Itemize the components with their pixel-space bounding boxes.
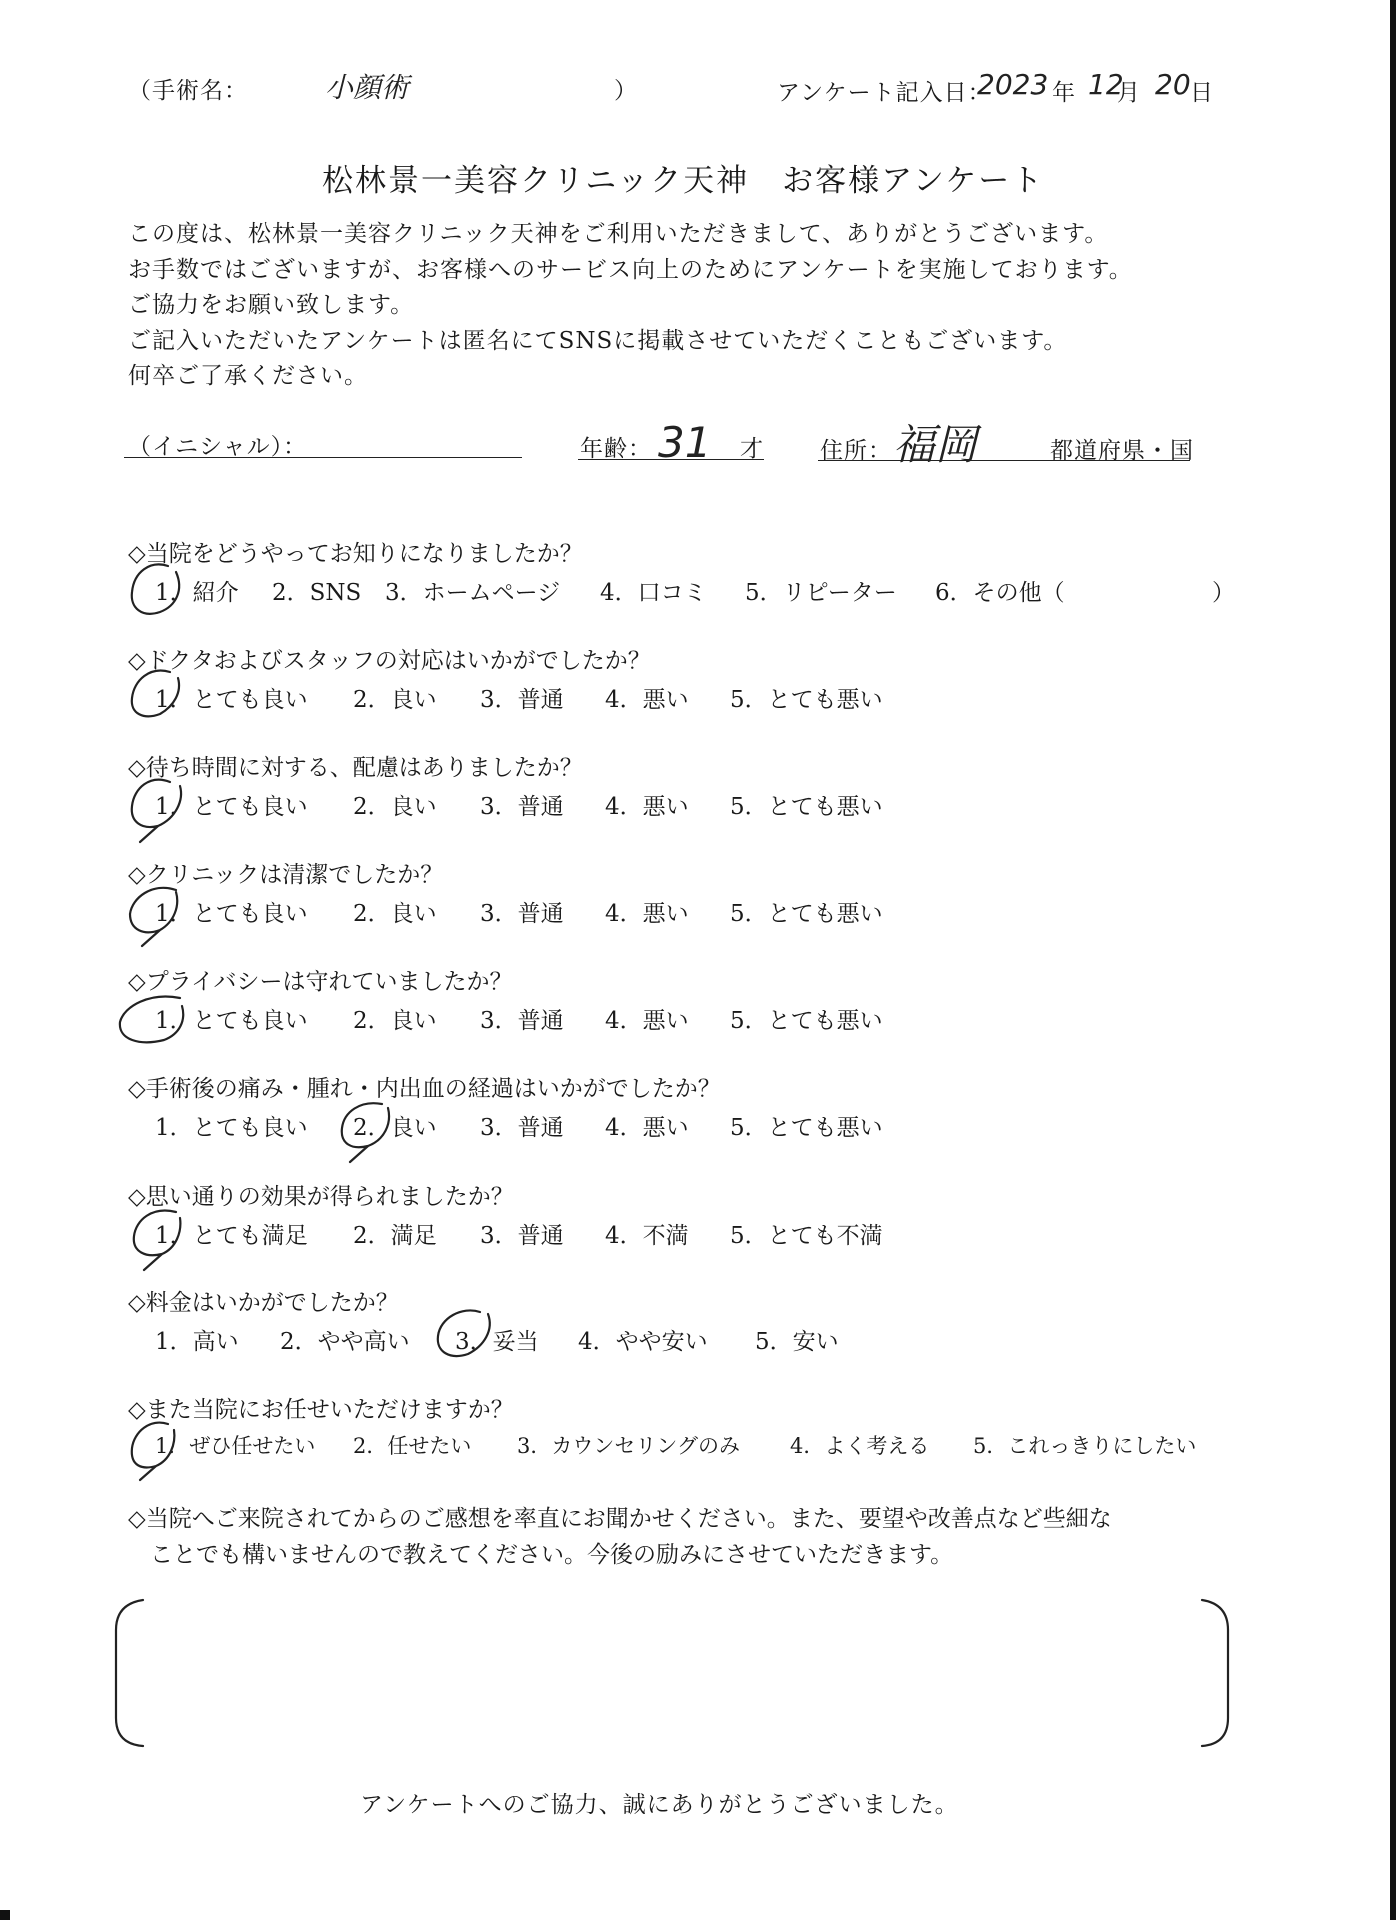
question-6: ◇手術後の痛み・腫れ・内出血の経過はいかがでしたか？ [128,1076,721,1102]
q4-option-4[interactable]: 4．悪い [605,901,689,927]
date-day-field[interactable]: 20 [1155,68,1191,101]
intro-line-1: この度は、松林景一美容クリニック天神をご利用いただきまして、ありがとうございます。 [128,221,1109,247]
date-label: アンケート記入日： [777,80,992,106]
q2-option-3[interactable]: 3．普通 [480,687,564,713]
age-unit: 才 [740,436,764,462]
q9-option-1[interactable]: 1．ぜひ任せたい [155,1434,316,1458]
q6-option-1[interactable]: 1．とても良い [155,1115,308,1141]
comment-prompt-line-2: ことでも構いませんので教えてください。今後の励みにさせていただきます。 [150,1542,954,1568]
comment-prompt-line-1: ◇当院へご来院されてからのご感想を率直にお聞かせください。また、要望や改善点など些細な [128,1506,1112,1532]
q3-selection-circle-icon [132,780,181,842]
q4-option-3[interactable]: 3．普通 [480,901,564,927]
question-4: ◇クリニックは清潔でしたか？ [128,862,444,888]
q9-option-3[interactable]: 3．カウンセリングのみ [517,1434,740,1458]
q7-option-2[interactable]: 2．満足 [353,1223,437,1249]
q8-option-5[interactable]: 5．安い [755,1329,839,1355]
q5-option-4[interactable]: 4．悪い [605,1008,689,1034]
question-1: ◇当院をどうやってお知りになりましたか？ [128,541,583,567]
q2-option-4[interactable]: 4．悪い [605,687,689,713]
q4-option-2[interactable]: 2．良い [353,901,437,927]
age-field[interactable]: 31 [658,418,712,467]
q6-option-3[interactable]: 3．普通 [480,1115,564,1141]
q8-option-4[interactable]: 4．やや安い [578,1329,708,1355]
q2-option-1[interactable]: 1．とても良い [155,687,308,713]
date-month-field[interactable]: 12 [1088,68,1124,101]
date-month-unit: 月 [1117,80,1141,106]
q9-option-2[interactable]: 2．任せたい [353,1434,472,1458]
q7-option-4[interactable]: 4．不満 [605,1223,689,1249]
q1-option-6[interactable]: 6．その他（ [935,580,1065,606]
question-3: ◇待ち時間に対する、配慮はありましたか？ [128,755,583,781]
q3-option-1[interactable]: 1．とても良い [155,794,308,820]
q2-selection-circle-icon [132,671,179,717]
q9-selection-circle-icon [132,1423,175,1480]
date-day-unit: 日 [1190,80,1214,106]
q7-option-3[interactable]: 3．普通 [480,1223,564,1249]
q9-option-5[interactable]: 5．これっきりにしたい [973,1434,1197,1458]
intro-line-2: お手数ではございますが、お客様へのサービス向上のためにアンケートを実施しております。 [128,257,1133,283]
q3-option-3[interactable]: 3．普通 [480,794,564,820]
q8-option-2[interactable]: 2．やや高い [280,1329,410,1355]
q6-option-4[interactable]: 4．悪い [605,1115,689,1141]
q1-selection-circle-icon [132,564,179,613]
q5-option-2[interactable]: 2．良い [353,1008,437,1034]
q8-option-3[interactable]: 3．妥当 [455,1329,539,1355]
question-7: ◇思い通りの効果が得られましたか？ [128,1184,514,1210]
q1-option-6-close: ） [1212,580,1235,606]
q1-option-5[interactable]: 5．リピーター [745,580,897,606]
address-field[interactable]: 福岡 [893,420,978,469]
q5-option-1[interactable]: 1．とても良い [155,1008,308,1034]
q6-option-2[interactable]: 2．良い [353,1115,437,1141]
date-year-field[interactable]: 2023 [977,68,1049,101]
q8-selection-circle-icon [438,1310,490,1356]
q3-option-2[interactable]: 2．良い [353,794,437,820]
question-5: ◇プライバシーは守れていましたか？ [128,969,513,995]
q5-option-3[interactable]: 3．普通 [480,1008,564,1034]
surgery-name-field[interactable]: 小顔術 [325,71,410,104]
q2-option-5[interactable]: 5．とても悪い [730,687,883,713]
q1-option-2[interactable]: 2．SNS [272,580,362,606]
question-2: ◇ドクタおよびスタッフの対応はいかがでしたか？ [128,648,651,674]
q3-option-4[interactable]: 4．悪い [605,794,689,820]
q1-option-4[interactable]: 4．口コミ [600,580,707,606]
q7-option-1[interactable]: 1．とても満足 [155,1223,308,1249]
q3-option-5[interactable]: 5．とても悪い [730,794,883,820]
q5-selection-circle-icon [120,997,183,1043]
q4-option-5[interactable]: 5．とても悪い [730,901,883,927]
q7-selection-circle-icon [134,1211,181,1270]
age-label: 年齢： [580,436,652,462]
q2-option-2[interactable]: 2．良い [353,687,437,713]
q4-selection-circle-icon [130,888,177,946]
intro-line-5: 何卒ご了承ください。 [128,363,368,389]
surgery-close-paren: ） [614,78,638,104]
comment-bracket-left [116,1600,143,1746]
date-year-unit: 年 [1052,80,1076,106]
address-label: 住所： [820,438,892,464]
comment-bracket-right [1202,1600,1228,1746]
surgery-label: （手術名： [128,78,248,104]
q7-option-5[interactable]: 5．とても不満 [730,1223,883,1249]
footer-thanks: アンケートへのご協力、誠にありがとうございました。 [360,1792,959,1818]
q1-option-1[interactable]: 1．紹介 [155,580,239,606]
q5-option-5[interactable]: 5．とても悪い [730,1008,883,1034]
q8-option-1[interactable]: 1．高い [155,1329,239,1355]
initial-label: （イニシャル）： [128,434,308,460]
q1-option-3[interactable]: 3．ホームページ [385,580,561,606]
intro-line-4: ご記入いただいたアンケートは匿名にてSNSに掲載させていただくこともございます。 [128,328,1068,354]
intro-line-3: ご協力をお願い致します。 [128,292,415,318]
q6-selection-circle-icon [342,1103,389,1162]
question-9: ◇また当院にお任せいただけますか？ [128,1397,514,1423]
q4-option-1[interactable]: 1．とても良い [155,901,308,927]
survey-title: 松林景一美容クリニック天神 お客様アンケート [322,163,1045,199]
q9-option-4[interactable]: 4．よく考える [790,1434,930,1458]
q6-option-5[interactable]: 5．とても悪い [730,1115,883,1141]
address-unit: 都道府県・国 [1050,438,1194,464]
question-8: ◇料金はいかがでしたか？ [128,1290,399,1316]
